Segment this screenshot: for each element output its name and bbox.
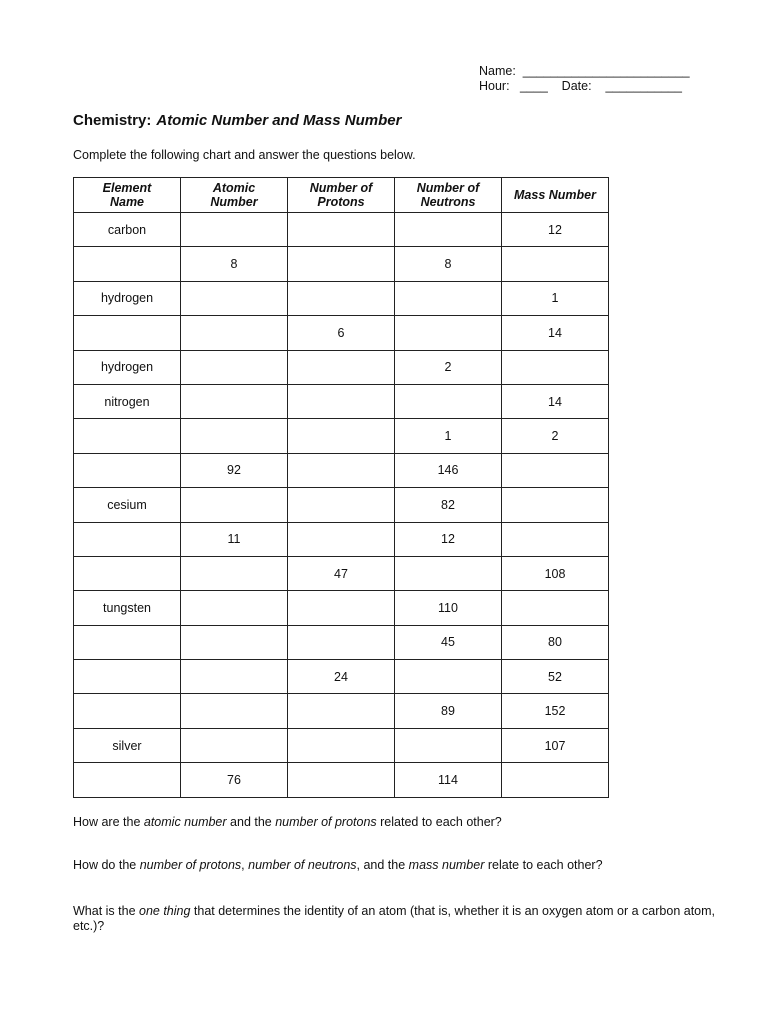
cell-mass-number: 52 xyxy=(502,660,609,694)
table-row xyxy=(74,247,609,281)
cell-element-name[interactable] xyxy=(74,453,181,487)
cell-protons[interactable] xyxy=(288,419,395,453)
table-header-row xyxy=(74,178,609,213)
cell-mass-number[interactable] xyxy=(502,453,609,487)
header-label: Atomic xyxy=(212,181,256,195)
cell-protons[interactable] xyxy=(288,694,395,728)
question-text-run: one thing xyxy=(139,904,191,918)
cell-mass-number[interactable] xyxy=(502,488,609,522)
cell-element-name[interactable] xyxy=(74,694,181,728)
table-row xyxy=(74,763,609,797)
cell-atomic-number: 76 xyxy=(181,763,288,797)
cell-neutrons[interactable] xyxy=(395,213,502,247)
cell-atomic-number[interactable] xyxy=(181,728,288,762)
question-2 xyxy=(73,858,723,873)
cell-element-name: cesium xyxy=(74,488,181,522)
cell-atomic-number[interactable] xyxy=(181,556,288,590)
table-row xyxy=(74,660,609,694)
cell-mass-number: 80 xyxy=(502,625,609,659)
cell-mass-number: 152 xyxy=(502,694,609,728)
cell-protons[interactable] xyxy=(288,384,395,418)
cell-neutrons[interactable] xyxy=(395,281,502,315)
cell-atomic-number: 92 xyxy=(181,453,288,487)
cell-atomic-number: 11 xyxy=(181,522,288,556)
table-row xyxy=(74,488,609,522)
cell-atomic-number[interactable] xyxy=(181,694,288,728)
cell-protons[interactable] xyxy=(288,522,395,556)
cell-mass-number[interactable] xyxy=(502,247,609,281)
question-text-run: atomic number xyxy=(143,815,227,829)
question-text-run: number of protons xyxy=(275,815,377,829)
table-row xyxy=(74,350,609,384)
cell-mass-number: 108 xyxy=(502,556,609,590)
table-row xyxy=(74,384,609,418)
cell-neutrons: 89 xyxy=(395,694,502,728)
header-label: Name xyxy=(109,195,145,209)
cell-atomic-number: 8 xyxy=(181,247,288,281)
cell-protons[interactable] xyxy=(288,728,395,762)
question-3 xyxy=(73,904,723,934)
cell-protons[interactable] xyxy=(288,453,395,487)
table-row xyxy=(74,522,609,556)
cell-neutrons: 8 xyxy=(395,247,502,281)
cell-protons: 24 xyxy=(288,660,395,694)
question-text-run: How are the xyxy=(73,815,144,829)
cell-neutrons: 146 xyxy=(395,453,502,487)
cell-mass-number: 1 xyxy=(502,281,609,315)
cell-neutrons: 114 xyxy=(395,763,502,797)
cell-atomic-number[interactable] xyxy=(181,591,288,625)
question-text-run: and the xyxy=(226,815,276,829)
cell-protons[interactable] xyxy=(288,247,395,281)
table-row xyxy=(74,419,609,453)
cell-mass-number[interactable] xyxy=(502,350,609,384)
header-element-name xyxy=(74,178,181,213)
cell-neutrons[interactable] xyxy=(395,728,502,762)
question-text-run: relate to each other? xyxy=(484,858,603,872)
header-label: Number xyxy=(210,195,258,209)
header-atomic-number xyxy=(181,178,288,213)
cell-element-name[interactable] xyxy=(74,522,181,556)
cell-protons[interactable] xyxy=(288,350,395,384)
cell-neutrons[interactable] xyxy=(395,316,502,350)
cell-atomic-number[interactable] xyxy=(181,213,288,247)
table-row xyxy=(74,591,609,625)
header-label: Number of xyxy=(309,181,373,195)
cell-element-name[interactable] xyxy=(74,660,181,694)
header-label: Mass Number xyxy=(514,188,596,202)
cell-mass-number: 12 xyxy=(502,213,609,247)
cell-element-name: carbon xyxy=(74,213,181,247)
table-row xyxy=(74,694,609,728)
table-row xyxy=(74,556,609,590)
cell-atomic-number[interactable] xyxy=(181,350,288,384)
question-text-run: mass number xyxy=(408,858,485,872)
cell-mass-number: 14 xyxy=(502,316,609,350)
table-row xyxy=(74,213,609,247)
page-title xyxy=(73,112,401,129)
question-text-run: , and the xyxy=(356,858,409,872)
table-row xyxy=(74,728,609,762)
cell-element-name[interactable] xyxy=(74,763,181,797)
cell-protons[interactable] xyxy=(288,763,395,797)
table-row xyxy=(74,625,609,659)
cell-element-name: silver xyxy=(74,728,181,762)
title-subtitle: Atomic Number and Mass Number xyxy=(156,112,402,129)
title-main: Chemistry: xyxy=(73,112,152,129)
question-text-run: related to each other? xyxy=(376,815,502,829)
table-row xyxy=(74,316,609,350)
question-text-run: number of protons xyxy=(139,858,242,872)
cell-mass-number: 107 xyxy=(502,728,609,762)
cell-mass-number[interactable] xyxy=(502,522,609,556)
cell-element-name: hydrogen xyxy=(74,281,181,315)
cell-neutrons: 1 xyxy=(395,419,502,453)
cell-protons[interactable] xyxy=(288,488,395,522)
question-text-run: that determines the identity of an atom (that is, whether it is an oxygen atom or a carbon atom, etc.)? xyxy=(73,904,716,933)
cell-protons[interactable] xyxy=(288,625,395,659)
header-label: Element xyxy=(102,181,152,195)
name-hour-date-block xyxy=(479,64,690,94)
cell-atomic-number[interactable] xyxy=(181,625,288,659)
header-number-of-neutrons xyxy=(395,178,502,213)
cell-element-name[interactable] xyxy=(74,625,181,659)
table-row xyxy=(74,453,609,487)
cell-neutrons[interactable] xyxy=(395,556,502,590)
cell-protons: 6 xyxy=(288,316,395,350)
cell-protons[interactable] xyxy=(288,281,395,315)
hour-date-line[interactable]: Hour: ____ Date: ___________ xyxy=(479,79,682,93)
cell-element-name[interactable] xyxy=(74,419,181,453)
cell-mass-number[interactable] xyxy=(502,591,609,625)
cell-atomic-number[interactable] xyxy=(181,384,288,418)
cell-element-name: tungsten xyxy=(74,591,181,625)
cell-element-name: hydrogen xyxy=(74,350,181,384)
cell-protons[interactable] xyxy=(288,213,395,247)
cell-mass-number[interactable] xyxy=(502,763,609,797)
question-1 xyxy=(73,815,723,830)
cell-atomic-number[interactable] xyxy=(181,281,288,315)
cell-neutrons: 110 xyxy=(395,591,502,625)
cell-mass-number: 14 xyxy=(502,384,609,418)
table-row xyxy=(74,281,609,315)
cell-protons: 47 xyxy=(288,556,395,590)
question-text-run: number of neutrons xyxy=(248,858,357,872)
cell-neutrons: 12 xyxy=(395,522,502,556)
cell-atomic-number[interactable] xyxy=(181,660,288,694)
cell-neutrons: 2 xyxy=(395,350,502,384)
question-text-run: How do the xyxy=(73,858,140,872)
cell-neutrons[interactable] xyxy=(395,384,502,418)
cell-neutrons: 45 xyxy=(395,625,502,659)
cell-element-name[interactable] xyxy=(74,316,181,350)
cell-element-name[interactable] xyxy=(74,247,181,281)
question-text-run: What is the xyxy=(73,904,139,918)
cell-atomic-number[interactable] xyxy=(181,419,288,453)
question-text-run: , xyxy=(241,858,249,872)
cell-element-name: nitrogen xyxy=(74,384,181,418)
header-mass-number xyxy=(502,178,609,213)
atomic-mass-chart xyxy=(73,177,609,798)
cell-element-name[interactable] xyxy=(74,556,181,590)
header-label: Protons xyxy=(317,195,365,209)
cell-atomic-number[interactable] xyxy=(181,488,288,522)
header-label: Number of xyxy=(416,181,480,195)
header-label: Neutrons xyxy=(420,195,476,209)
cell-neutrons[interactable] xyxy=(395,660,502,694)
name-line[interactable]: Name: ________________________ xyxy=(479,64,690,78)
cell-protons[interactable] xyxy=(288,591,395,625)
cell-atomic-number[interactable] xyxy=(181,316,288,350)
cell-mass-number: 2 xyxy=(502,419,609,453)
instructions-text: Complete the following chart and answer the questions below. xyxy=(73,148,416,162)
header-number-of-protons xyxy=(288,178,395,213)
cell-neutrons: 82 xyxy=(395,488,502,522)
